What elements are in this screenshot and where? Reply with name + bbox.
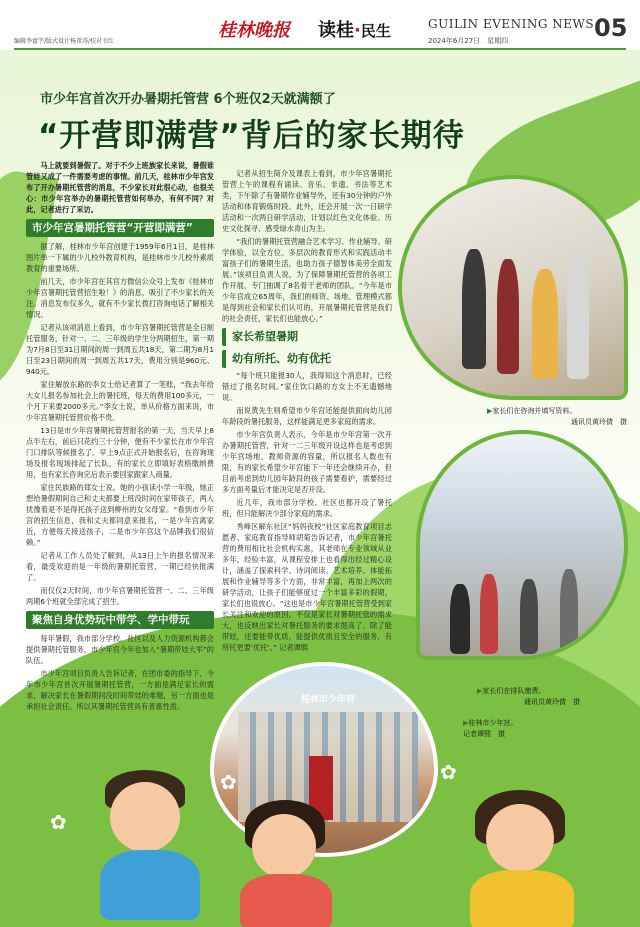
section-heading: 家长希望暑期 [222, 328, 392, 346]
section-sub: 民生 [360, 22, 391, 40]
caption-credit: 记者谭熙 摄 [463, 730, 505, 738]
article-lead: 马上就要到暑假了。对于不少上班族家长来说，暑假谁管娃又成了一件需要考虑的事情。前几天，桂林市少年宫发布了开办暑期托管营的消息，不少家长对此很心动，也很关心：市少年宫举办的暑期托管营如何举办，有何不同？对此，记者进行了采访。 [26, 161, 214, 214]
person-figure [567, 254, 589, 379]
face [110, 782, 180, 852]
paragraph: 记者从工作人员处了解到，从13日上午的报名情况来看，最受欢迎的是一年级的暑期托管营，一期已经快报满了。 [26, 551, 214, 582]
flower-icon: ✿ [440, 760, 457, 784]
paragraph: 市少年宫负责人表示，今年是市少年宫第一次开办暑期托管营，针对一二三年级开设这样也是考虑到少年宫场地、教师资源的容量，所以报名人数也有限，有的家长希望少年宫能下一年还会继续开办，但目前考虑到幼儿园年龄段的孩子需要看护，需要经过多方面考量后才能决定是否开设。 [222, 430, 392, 494]
section-heading: 幼有所托、幼有优托 [222, 350, 392, 368]
photo-parents-queue [416, 430, 628, 660]
page-number: 05 [594, 14, 628, 42]
caption-marker-icon: ▶ [463, 719, 469, 727]
cartoon-children-illustration [40, 750, 600, 927]
paragraph: 市少年宫项目负责人告诉记者，在团市委的指导下，今年市少年宫首次开展暑期托管营，一方面是满足家长的需求，解决家长在暑假期间没时间带娃的难题，另一方面也是承担社会责任。所以其暑期托管营具有普惠性质。 [26, 669, 214, 711]
caption-marker-icon: ▶ [487, 407, 493, 415]
shirt [100, 850, 200, 920]
caption-text: 家长们在排队缴费。 [482, 687, 546, 695]
cartoon-girl [470, 790, 580, 927]
section-heading: 聚焦自身优势玩中带学、学中带玩 [26, 611, 214, 629]
paragraph: 记者从招生简介及课表上看到，市少年宫暑期托管营上午的课程有诵读、音乐、非遗、书法等艺术类，下午除了有暑期作业辅导外，还有30分钟的户外活动和体育锻炼时段。此外，还会开展一次一日研学活动和一次两日研学活动，计划以红色文化体验、历史文化探寻、感受绿水青山为主。 [222, 169, 392, 233]
face [252, 814, 316, 878]
article-headline: “开营即满营”背后的家长期待 [38, 118, 465, 154]
paragraph: “我们的暑期托管营融合艺术学习、作业辅导、研学体验，以全方位、多层次的教育形式和实践活动丰富孩子们的暑期生活，也助力孩子德智体美劳全面发展。”该项目负责人说，为了保障暑期托管营的各项工作开展，专门抽调了8名骨干老师的团队。“今年是市少年宫成立65周年，我们的师资、场地、管理模式都是得到社会和家长们认可的，开展暑期托管营是我们的社会责任，家长们也能放心。” [222, 237, 392, 323]
paragraph: 家住解放东路的李女士给记者算了一笔账，“我去年给大女儿报名参加社会上的暑托班，每天的费用100多元，一个月下来要2000多元。”李女士说，单从价格方面来说，市少年宫暑期托管营价格不贵。 [26, 380, 214, 422]
section-dot: · [354, 20, 361, 41]
person-figure [497, 259, 519, 374]
page-header [0, 0, 640, 48]
photo-caption [487, 406, 627, 428]
paragraph: “每个班只能报30人，我得知这个消息时，已经错过了报名时间。”家住饮口路的方女士不无遗憾地说。 [222, 371, 392, 402]
person-figure [560, 569, 578, 654]
paragraph: 而仅仅2天时间，市少年宫暑期托管营一、二、三年级两期6个班就全部完成了招生。 [26, 586, 214, 606]
caption-text: 桂林市少年宫。 [468, 719, 518, 727]
person-figure [520, 579, 538, 654]
caption-text: 家长们在咨询并填写资料。 [492, 407, 577, 415]
photo-parents-registering [398, 175, 628, 400]
paragraph: 13日是市少年宫暑期托管营报名的第一天，当天早上8点半左右，前后只花约三十分钟，便有不少家长在市少年宫门口排队等候报名了。早上9点正式开始报名后，在咨询现场及报名现场排起了长队，有的家长立即填好表格缴纳费用，也有家长咨询完后表示要回家跟家人商量。 [26, 426, 214, 479]
person-figure [450, 584, 470, 654]
paragraph: 近几年，我市部分学校、社区也都开设了暑托班，但只能解决少部分家庭的需求。 [222, 498, 392, 518]
caption-marker-icon: ▶ [477, 687, 483, 695]
photo-caption [463, 718, 583, 740]
person-figure [480, 574, 498, 654]
section-main: 读桂 [318, 20, 354, 41]
caption-credit: 通讯员黄玲倩 摄 [571, 418, 627, 426]
person-figure [532, 269, 558, 379]
paragraph: 秀峰区解东社区“妈妈夜校”社区家庭教育项目志愿者、家庭教育指导师胡菊告诉记者，市少年宫暑托营的费用相比社会机构实惠，其老师在专业领域从业多年，经验丰富，从课程安排上也看得出经过精心设计，涵盖了探索科学、诗词阅读、艺术培养、体能拓展和作业辅导等多个方面，非常丰富，再加上两次的研学活动，让孩子们能够度过一个丰富多彩的假期，家长们也很放心。“这也是市少年宫暑期托管营受到家长关注和欢迎的原因。不仅是家长对暑期托管的需求大，也反映出家长对暑托服务的要求提高了，除了能带娃，还要能带优质，能提供优质且安全的服务，有所托更要‘优托’。” 记者谭熙 [222, 522, 392, 652]
flower-icon: ✿ [50, 810, 67, 834]
section-heading: 市少年宫暑期托管营“开营即满营” [26, 219, 214, 237]
building-sign: 桂林市少年宫 [300, 695, 355, 705]
article-area [0, 50, 640, 927]
article-column-2 [222, 168, 392, 655]
face [486, 804, 554, 872]
article-column-1 [26, 160, 214, 714]
photo-caption [477, 686, 627, 708]
article-kicker: 市少年宫首次开办暑期托管营 6个班仅2天就满额了 [40, 92, 336, 107]
section-name [318, 16, 391, 42]
paper-english-name: GUILIN EVENING NEWS [428, 17, 595, 31]
brand-name: 桂林晚报 [218, 20, 290, 41]
cartoon-girl [240, 800, 340, 927]
shirt [470, 870, 574, 927]
caption-credit: 通讯员黄玲倩 摄 [524, 698, 580, 706]
paragraph: 而说黄先生则希望市少年宫还能提供面向幼儿园年龄段的暑托服务，这样能满足更多家庭的需求。 [222, 406, 392, 426]
flower-icon: ✿ [220, 770, 237, 794]
paragraph: 家住民族路的郑女士说，她的小孩读小学一年级，她正想给暑假期间自己和丈夫都要上班没时间在家带孩子，两人扰豫着是不是得托孩子送到柳州的女父母家。“看到市少年宫的招生信息，我和丈夫都同意来报名，一是少年宫离家近，方便每天接送孩子，二是市少年宫这个品牌我们很信赖。” [26, 483, 214, 547]
publish-date: 2024年6月27日 星期四 [428, 37, 509, 45]
paragraph: 前几天，市少年宫在其官方微信公众号上发布《桂林市少年宫暑期托管营招生啦！》的消息，吸引了不少家长的关注。消息发布仅多久，就有不少家长拨打咨询电话了解相关情况。 [26, 277, 214, 319]
dress [240, 874, 332, 927]
paragraph: 记者从该项消息上看到，市少年宫暑期托管营是全日制托管服务，针对一、二、三年级的学生分两期招生，第一期为7月8日至31日期间的周一到周五共18天，第二期为8月1日至23日期间的周一到周五共17天，费用分别是960元、940元。 [26, 323, 214, 376]
newspaper-logo [218, 16, 290, 42]
person-figure [462, 249, 486, 369]
paragraph: 每年暑假，我市部分学校、社区以及人力资源机构都会提供暑期托管服务，市少年宫今年也加入“暑期带娃大军”的队伍。 [26, 634, 214, 665]
editor-credits: 编辑李富宇/版式设计杨希涛/校对韦红 [14, 38, 115, 45]
cartoon-boy [100, 770, 210, 920]
paragraph: 据了解，桂林市少年宫创建于1959年6月1日，是桂林图片单一下属的少儿校外教育机构，是桂林市少儿校外素质教育的重要场所。 [26, 242, 214, 273]
